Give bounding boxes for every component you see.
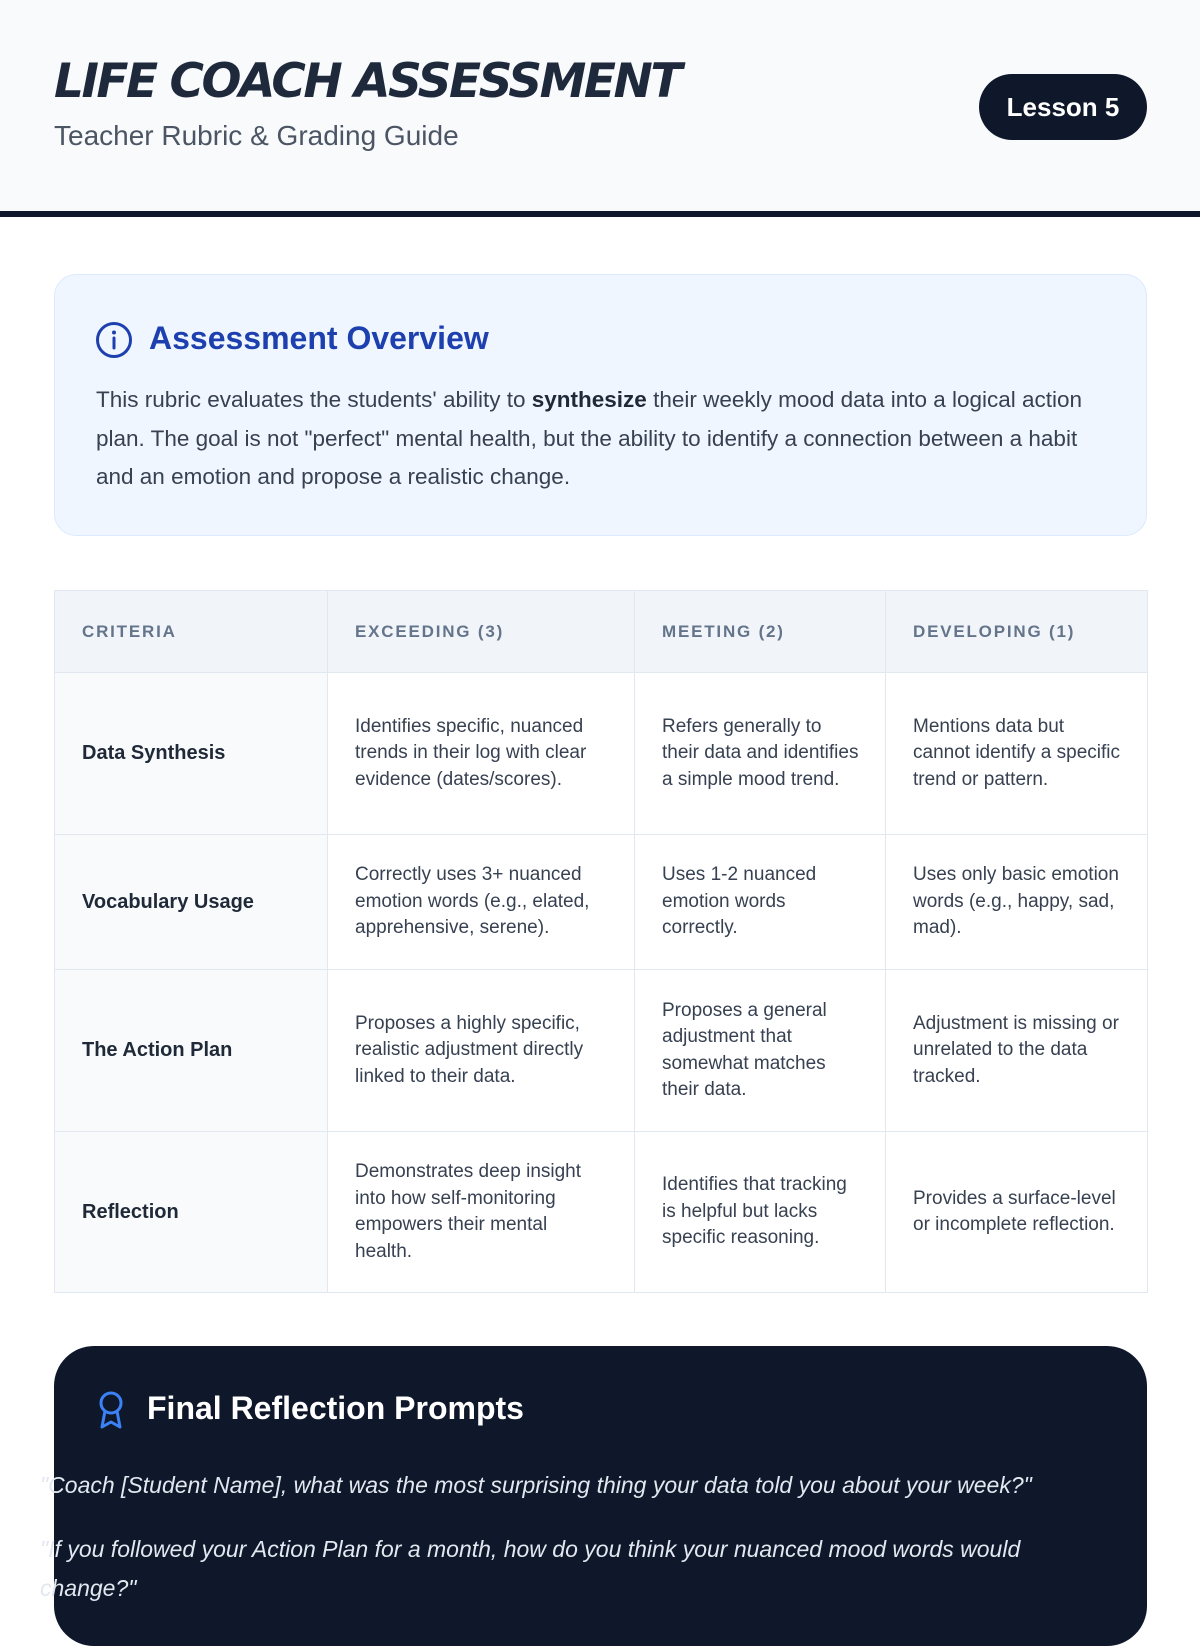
overview-title: Assessment Overview [149, 320, 489, 356]
info-circle-icon [95, 321, 133, 359]
meeting-cell: Identifies that tracking is helpful but lacks specific reasoning. [635, 1132, 886, 1293]
developing-cell: Mentions data but cannot identify a specific trend or pattern. [886, 673, 1148, 835]
exceeding-cell: Proposes a highly specific, realistic adjustment directly linked to their data. [328, 970, 635, 1132]
rubric-table [54, 590, 1148, 1293]
exceeding-cell: Correctly uses 3+ nuanced emotion words (e.g., elated, apprehensive, serene). [328, 835, 635, 970]
table-row [55, 1132, 1148, 1293]
page-title: LIFE COACH ASSESSMENT [54, 54, 680, 109]
criteria-cell: Reflection [55, 1132, 328, 1293]
developing-cell: Provides a surface-level or incomplete reflection. [886, 1132, 1148, 1293]
exceeding-cell: Identifies specific, nuanced trends in their log with clear evidence (dates/scores). [328, 673, 635, 835]
page-header [0, 0, 1200, 217]
reflection-title: Final Reflection Prompts [147, 1390, 524, 1426]
meeting-cell: Proposes a general adjustment that somewhat matches their data. [635, 970, 886, 1132]
developing-cell: Uses only basic emotion words (e.g., happy, sad, mad). [886, 835, 1148, 970]
header-meeting: MEETING (2) [635, 591, 886, 673]
reflection-prompt: "If you followed your Action Plan for a month, how do you think your nuanced mood words would change?" [40, 1536, 1021, 1601]
header-criteria: CRITERIA [55, 591, 328, 673]
criteria-cell: Vocabulary Usage [55, 835, 328, 970]
rubric-header-row [55, 591, 1148, 673]
developing-cell: Adjustment is missing or unrelated to the data tracked. [886, 970, 1148, 1132]
overview-description: This rubric evaluates the students' ability to synthesize their weekly mood data into a logical action plan. The goal is not "perfect" mental health, but the ability to identify a connection between a habit and an emotion and propose a realistic change. [96, 387, 1083, 489]
criteria-cell: The Action Plan [55, 970, 328, 1132]
table-row [55, 835, 1148, 970]
table-row [55, 673, 1148, 835]
assessment-overview-card [54, 274, 1147, 536]
exceeding-cell: Demonstrates deep insight into how self-monitoring empowers their mental health. [328, 1132, 635, 1293]
lesson-badge: Lesson 5 [979, 74, 1147, 140]
table-row [55, 970, 1148, 1132]
meeting-cell: Refers generally to their data and identifies a simple mood trend. [635, 673, 886, 835]
emphasis-synthesize: synthesize [531, 387, 647, 412]
header-exceeding: EXCEEDING (3) [328, 591, 635, 673]
award-ribbon-icon [96, 1390, 126, 1430]
page-subtitle: Teacher Rubric & Grading Guide [54, 120, 459, 151]
criteria-cell: Data Synthesis [55, 673, 328, 835]
reflection-prompt: "Coach [Student Name], what was the most surprising thing your data told you about your week?" [40, 1472, 1032, 1498]
header-developing: DEVELOPING (1) [886, 591, 1148, 673]
meeting-cell: Uses 1-2 nuanced emotion words correctly. [635, 835, 886, 970]
